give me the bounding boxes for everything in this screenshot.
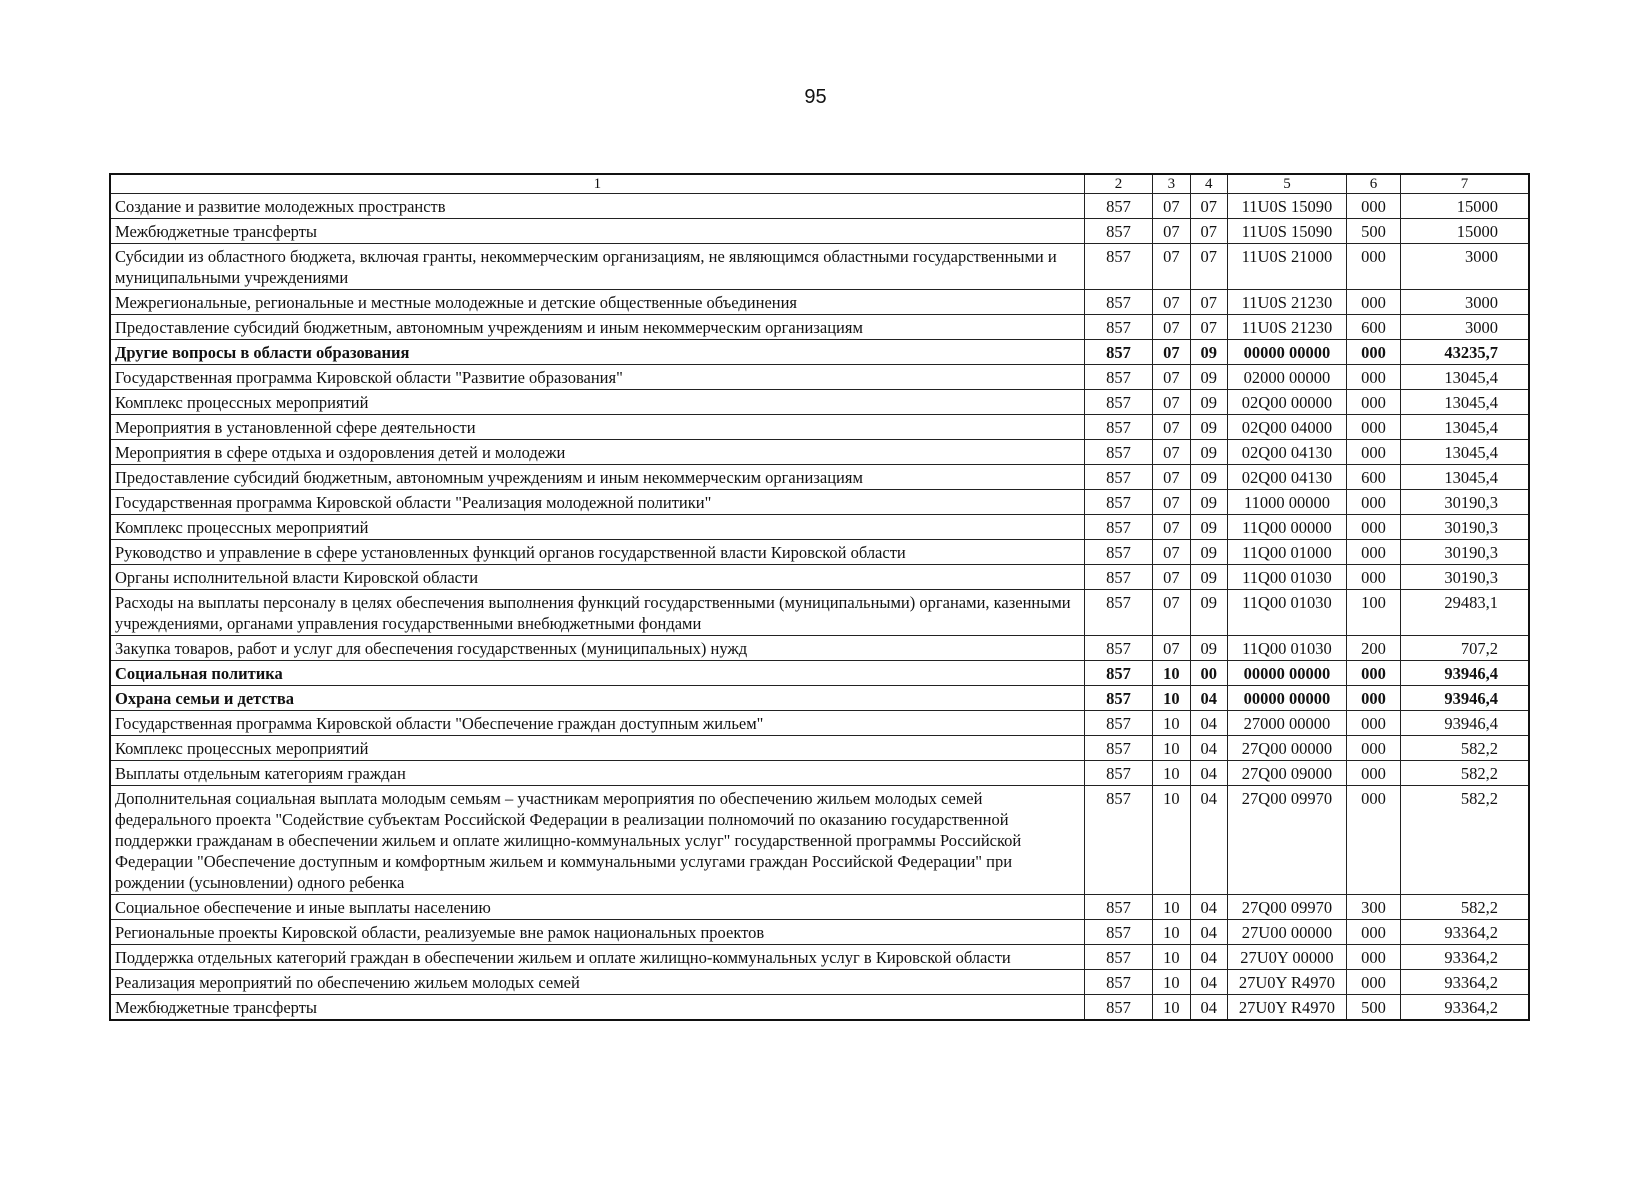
row-expense-type: 100 [1347, 590, 1401, 636]
header-col-5: 5 [1227, 174, 1346, 194]
table-row [110, 945, 1529, 970]
row-name: Комплекс процессных мероприятий [110, 515, 1084, 540]
row-target-article: 00000 00000 [1227, 661, 1346, 686]
row-amount: 29483,1 [1400, 590, 1529, 636]
row-subsection: 07 [1190, 219, 1227, 244]
row-admin-code: 857 [1084, 219, 1152, 244]
row-expense-type: 000 [1347, 540, 1401, 565]
page-number: 95 [804, 86, 827, 108]
row-amount: 3000 [1400, 315, 1529, 340]
row-admin-code: 857 [1084, 945, 1152, 970]
table-row [110, 290, 1529, 315]
row-expense-type: 000 [1347, 390, 1401, 415]
row-name: Руководство и управление в сфере установленных функций органов государственной власти Кировской области [110, 540, 1084, 565]
row-section: 07 [1153, 194, 1190, 219]
row-section: 10 [1153, 995, 1190, 1021]
row-target-article: 27U0Y R4970 [1227, 995, 1346, 1021]
row-expense-type: 000 [1347, 736, 1401, 761]
row-section: 07 [1153, 465, 1190, 490]
row-amount: 93364,2 [1400, 995, 1529, 1021]
row-name: Дополнительная социальная выплата молодым семьям – участникам мероприятия по обеспечению жильем молодых семей федерального проекта "Содействие субъектам Российской Федерации в реализации полномочий по оказанию государственной поддержки гражданам в обеспечении жильем и оплате жилищно-коммунальных услуг" государственной программы Российской Федерации "Обеспечение доступным и комфортным жильем и коммунальными услугами граждан Российской Федерации" при рождении (усыновлении) одного ребенка [110, 786, 1084, 895]
row-admin-code: 857 [1084, 194, 1152, 219]
row-section: 07 [1153, 636, 1190, 661]
row-target-article: 02Q00 04130 [1227, 465, 1346, 490]
row-admin-code: 857 [1084, 920, 1152, 945]
row-name: Социальное обеспечение и иные выплаты населению [110, 895, 1084, 920]
row-section: 07 [1153, 315, 1190, 340]
row-target-article: 11Q00 01000 [1227, 540, 1346, 565]
header-col-6: 6 [1347, 174, 1401, 194]
row-admin-code: 857 [1084, 590, 1152, 636]
row-admin-code: 857 [1084, 995, 1152, 1021]
row-name: Органы исполнительной власти Кировской области [110, 565, 1084, 590]
row-admin-code: 857 [1084, 895, 1152, 920]
row-expense-type: 000 [1347, 920, 1401, 945]
table-row [110, 315, 1529, 340]
row-target-article: 27000 00000 [1227, 711, 1346, 736]
row-amount: 15000 [1400, 219, 1529, 244]
row-name: Субсидии из областного бюджета, включая гранты, некоммерческим организациям, не являющимся областными государственными и муниципальными учреждениями [110, 244, 1084, 290]
row-expense-type: 000 [1347, 490, 1401, 515]
row-amount: 43235,7 [1400, 340, 1529, 365]
row-subsection: 04 [1190, 895, 1227, 920]
table-row [110, 590, 1529, 636]
row-section: 07 [1153, 415, 1190, 440]
row-target-article: 11Q00 01030 [1227, 590, 1346, 636]
row-name: Межбюджетные трансферты [110, 219, 1084, 244]
row-section: 10 [1153, 970, 1190, 995]
row-name: Выплаты отдельным категориям граждан [110, 761, 1084, 786]
row-expense-type: 200 [1347, 636, 1401, 661]
row-subsection: 04 [1190, 995, 1227, 1021]
row-amount: 93946,4 [1400, 711, 1529, 736]
row-name: Расходы на выплаты персоналу в целях обеспечения выполнения функций государственными (муниципальными) органами, казенными учреждениями, органами управления государственными внебюджетными фондами [110, 590, 1084, 636]
row-admin-code: 857 [1084, 970, 1152, 995]
row-section: 07 [1153, 290, 1190, 315]
row-admin-code: 857 [1084, 340, 1152, 365]
table-row [110, 244, 1529, 290]
row-name: Комплекс процессных мероприятий [110, 390, 1084, 415]
row-subsection: 09 [1190, 465, 1227, 490]
header-col-3: 3 [1153, 174, 1190, 194]
row-expense-type: 000 [1347, 661, 1401, 686]
row-target-article: 11U0S 21000 [1227, 244, 1346, 290]
row-admin-code: 857 [1084, 786, 1152, 895]
table-row [110, 465, 1529, 490]
row-subsection: 09 [1190, 415, 1227, 440]
row-expense-type: 000 [1347, 515, 1401, 540]
row-amount: 30190,3 [1400, 490, 1529, 515]
table-row [110, 390, 1529, 415]
table-row [110, 686, 1529, 711]
table-header-row [110, 174, 1529, 194]
row-subsection: 09 [1190, 490, 1227, 515]
row-name: Региональные проекты Кировской области, реализуемые вне рамок национальных проектов [110, 920, 1084, 945]
row-subsection: 04 [1190, 711, 1227, 736]
table-row [110, 636, 1529, 661]
row-target-article: 11Q00 00000 [1227, 515, 1346, 540]
row-target-article: 11U0S 15090 [1227, 219, 1346, 244]
row-amount: 30190,3 [1400, 565, 1529, 590]
row-expense-type: 600 [1347, 465, 1401, 490]
row-expense-type: 000 [1347, 194, 1401, 219]
row-target-article: 11U0S 21230 [1227, 290, 1346, 315]
row-subsection: 04 [1190, 786, 1227, 895]
table-row [110, 365, 1529, 390]
row-section: 07 [1153, 565, 1190, 590]
row-target-article: 27Q00 09000 [1227, 761, 1346, 786]
row-subsection: 04 [1190, 736, 1227, 761]
row-subsection: 09 [1190, 390, 1227, 415]
row-target-article: 11U0S 21230 [1227, 315, 1346, 340]
row-amount: 582,2 [1400, 761, 1529, 786]
row-section: 07 [1153, 365, 1190, 390]
table-row [110, 661, 1529, 686]
row-amount: 93946,4 [1400, 686, 1529, 711]
row-name: Предоставление субсидий бюджетным, автономным учреждениям и иным некоммерческим организациям [110, 315, 1084, 340]
row-subsection: 07 [1190, 290, 1227, 315]
row-name: Мероприятия в сфере отдыха и оздоровления детей и молодежи [110, 440, 1084, 465]
row-subsection: 09 [1190, 636, 1227, 661]
row-section: 07 [1153, 390, 1190, 415]
row-admin-code: 857 [1084, 415, 1152, 440]
row-target-article: 02Q00 00000 [1227, 390, 1346, 415]
row-target-article: 27U0Y 00000 [1227, 945, 1346, 970]
row-amount: 3000 [1400, 290, 1529, 315]
budget-table [109, 173, 1530, 1021]
row-amount: 93364,2 [1400, 970, 1529, 995]
row-target-article: 27U00 00000 [1227, 920, 1346, 945]
row-amount: 13045,4 [1400, 465, 1529, 490]
table-row [110, 219, 1529, 244]
row-name: Комплекс процессных мероприятий [110, 736, 1084, 761]
row-name: Межбюджетные трансферты [110, 995, 1084, 1021]
row-admin-code: 857 [1084, 636, 1152, 661]
row-target-article: 11U0S 15090 [1227, 194, 1346, 219]
row-amount: 3000 [1400, 244, 1529, 290]
row-section: 07 [1153, 515, 1190, 540]
row-section: 07 [1153, 244, 1190, 290]
row-subsection: 09 [1190, 565, 1227, 590]
row-name: Межрегиональные, региональные и местные молодежные и детские общественные объединения [110, 290, 1084, 315]
row-amount: 707,2 [1400, 636, 1529, 661]
row-section: 07 [1153, 440, 1190, 465]
row-amount: 93946,4 [1400, 661, 1529, 686]
row-expense-type: 000 [1347, 761, 1401, 786]
row-amount: 582,2 [1400, 736, 1529, 761]
row-admin-code: 857 [1084, 661, 1152, 686]
row-expense-type: 000 [1347, 686, 1401, 711]
row-target-article: 27U0Y R4970 [1227, 970, 1346, 995]
row-name: Мероприятия в установленной сфере деятельности [110, 415, 1084, 440]
row-section: 07 [1153, 490, 1190, 515]
table-row [110, 565, 1529, 590]
row-subsection: 04 [1190, 945, 1227, 970]
row-section: 10 [1153, 711, 1190, 736]
row-target-article: 11Q00 01030 [1227, 636, 1346, 661]
row-expense-type: 000 [1347, 711, 1401, 736]
row-amount: 582,2 [1400, 786, 1529, 895]
row-subsection: 09 [1190, 540, 1227, 565]
row-expense-type: 000 [1347, 340, 1401, 365]
row-section: 10 [1153, 895, 1190, 920]
row-amount: 13045,4 [1400, 365, 1529, 390]
table-row [110, 970, 1529, 995]
row-name: Государственная программа Кировской области "Реализация молодежной политики" [110, 490, 1084, 515]
row-target-article: 02000 00000 [1227, 365, 1346, 390]
table-row [110, 515, 1529, 540]
row-expense-type: 000 [1347, 970, 1401, 995]
row-target-article: 02Q00 04130 [1227, 440, 1346, 465]
row-expense-type: 000 [1347, 440, 1401, 465]
row-expense-type: 500 [1347, 995, 1401, 1021]
row-admin-code: 857 [1084, 565, 1152, 590]
row-section: 07 [1153, 540, 1190, 565]
row-subsection: 04 [1190, 970, 1227, 995]
row-name: Предоставление субсидий бюджетным, автономным учреждениям и иным некоммерческим организациям [110, 465, 1084, 490]
row-subsection: 09 [1190, 515, 1227, 540]
row-subsection: 04 [1190, 686, 1227, 711]
row-admin-code: 857 [1084, 365, 1152, 390]
header-col-4: 4 [1190, 174, 1227, 194]
row-section: 10 [1153, 736, 1190, 761]
row-section: 10 [1153, 761, 1190, 786]
row-admin-code: 857 [1084, 244, 1152, 290]
table-row [110, 415, 1529, 440]
row-target-article: 27Q00 00000 [1227, 736, 1346, 761]
row-expense-type: 000 [1347, 365, 1401, 390]
row-amount: 15000 [1400, 194, 1529, 219]
row-name: Другие вопросы в области образования [110, 340, 1084, 365]
row-section: 07 [1153, 340, 1190, 365]
row-amount: 13045,4 [1400, 390, 1529, 415]
row-name: Охрана семьи и детства [110, 686, 1084, 711]
table-row [110, 786, 1529, 895]
table-row [110, 440, 1529, 465]
row-admin-code: 857 [1084, 440, 1152, 465]
row-amount: 13045,4 [1400, 415, 1529, 440]
row-amount: 13045,4 [1400, 440, 1529, 465]
table-row [110, 340, 1529, 365]
row-admin-code: 857 [1084, 290, 1152, 315]
row-subsection: 07 [1190, 244, 1227, 290]
row-subsection: 09 [1190, 365, 1227, 390]
row-admin-code: 857 [1084, 315, 1152, 340]
row-name: Социальная политика [110, 661, 1084, 686]
row-admin-code: 857 [1084, 686, 1152, 711]
row-admin-code: 857 [1084, 711, 1152, 736]
row-amount: 93364,2 [1400, 920, 1529, 945]
table-row [110, 194, 1529, 219]
header-col-2: 2 [1084, 174, 1152, 194]
row-target-article: 00000 00000 [1227, 686, 1346, 711]
row-admin-code: 857 [1084, 490, 1152, 515]
row-target-article: 11000 00000 [1227, 490, 1346, 515]
table-row [110, 895, 1529, 920]
row-amount: 582,2 [1400, 895, 1529, 920]
table-row [110, 736, 1529, 761]
row-target-article: 27Q00 09970 [1227, 786, 1346, 895]
row-target-article: 27Q00 09970 [1227, 895, 1346, 920]
row-admin-code: 857 [1084, 465, 1152, 490]
table-body [110, 174, 1529, 1020]
row-section: 07 [1153, 219, 1190, 244]
row-expense-type: 000 [1347, 565, 1401, 590]
table-row [110, 490, 1529, 515]
row-expense-type: 000 [1347, 415, 1401, 440]
table-row [110, 920, 1529, 945]
row-name: Государственная программа Кировской области "Обеспечение граждан доступным жильем" [110, 711, 1084, 736]
row-subsection: 04 [1190, 761, 1227, 786]
header-col-1: 1 [110, 174, 1084, 194]
row-expense-type: 600 [1347, 315, 1401, 340]
row-name: Реализация мероприятий по обеспечению жильем молодых семей [110, 970, 1084, 995]
row-amount: 30190,3 [1400, 540, 1529, 565]
row-subsection: 09 [1190, 440, 1227, 465]
row-subsection: 04 [1190, 920, 1227, 945]
row-expense-type: 000 [1347, 945, 1401, 970]
row-expense-type: 300 [1347, 895, 1401, 920]
row-expense-type: 000 [1347, 786, 1401, 895]
table-row [110, 540, 1529, 565]
row-section: 10 [1153, 945, 1190, 970]
row-expense-type: 000 [1347, 290, 1401, 315]
row-admin-code: 857 [1084, 540, 1152, 565]
row-admin-code: 857 [1084, 761, 1152, 786]
row-section: 10 [1153, 786, 1190, 895]
row-admin-code: 857 [1084, 390, 1152, 415]
row-section: 10 [1153, 661, 1190, 686]
row-target-article: 11Q00 01030 [1227, 565, 1346, 590]
row-subsection: 00 [1190, 661, 1227, 686]
row-amount: 30190,3 [1400, 515, 1529, 540]
row-subsection: 07 [1190, 315, 1227, 340]
row-name: Создание и развитие молодежных пространств [110, 194, 1084, 219]
header-col-7: 7 [1400, 174, 1529, 194]
row-subsection: 09 [1190, 590, 1227, 636]
row-target-article: 00000 00000 [1227, 340, 1346, 365]
row-amount: 93364,2 [1400, 945, 1529, 970]
row-expense-type: 500 [1347, 219, 1401, 244]
row-target-article: 02Q00 04000 [1227, 415, 1346, 440]
table-row [110, 761, 1529, 786]
row-name: Государственная программа Кировской области "Развитие образования" [110, 365, 1084, 390]
row-name: Закупка товаров, работ и услуг для обеспечения государственных (муниципальных) нужд [110, 636, 1084, 661]
row-name: Поддержка отдельных категорий граждан в обеспечении жильем и оплате жилищно-коммунальных услуг в Кировской области [110, 945, 1084, 970]
row-subsection: 07 [1190, 194, 1227, 219]
row-subsection: 09 [1190, 340, 1227, 365]
row-admin-code: 857 [1084, 736, 1152, 761]
row-section: 10 [1153, 686, 1190, 711]
row-expense-type: 000 [1347, 244, 1401, 290]
row-section: 10 [1153, 920, 1190, 945]
table-row [110, 711, 1529, 736]
row-section: 07 [1153, 590, 1190, 636]
table-row [110, 995, 1529, 1021]
row-admin-code: 857 [1084, 515, 1152, 540]
